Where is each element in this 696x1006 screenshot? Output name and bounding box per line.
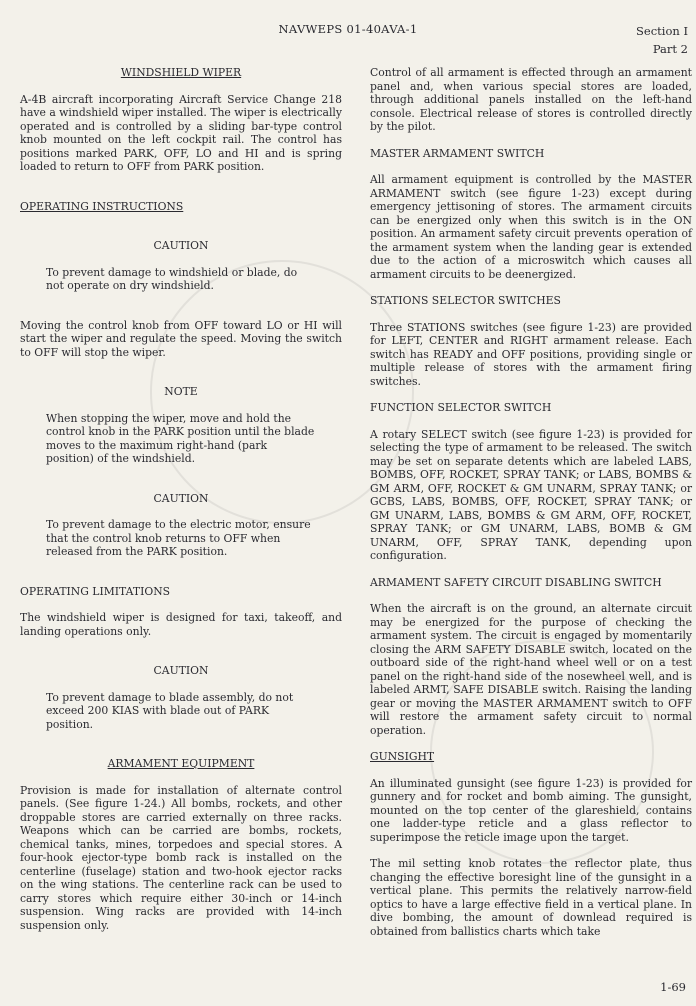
- part-text: Part 2: [652, 42, 688, 56]
- armament-safety-heading: ARMAMENT SAFETY CIRCUIT DISABLING SWITCH: [370, 575, 662, 589]
- moving-knob-paragraph: Moving the control knob from OFF toward LO or HI will start the wiper and regulate the speed. Moving the switch to OFF will stop the wiper.: [20, 318, 342, 359]
- operating-instructions-heading: OPERATING INSTRUCTIONS: [20, 199, 184, 213]
- caution-text-3: To prevent damage to blade assembly, do not exceed 200 KIAS with blade out of PARK position.: [46, 690, 294, 731]
- function-selector-paragraph: A rotary SELECT switch (see figure 1-23) is provided for selecting the type of armament to be released. The switch may be set on separate detents which are labeled LABS, BOMBS, OFF, ROCKET, SPRAY TANK; or LABS, BOMBS & GM ARM, OFF, ROCKET & GM UNARM, SPRAY TANK; or GCBS, LABS, BOMBS, OFF, ROCKET, SPRAY TANK; or GM UNARM, LABS, BOMBS & GM ARM, OFF, ROCKET, SPRAY TANK; or GM UNARM, LABS, BOMB & GM UNARM, OFF, SPRAY TANK, depending upon configuration.: [370, 427, 692, 562]
- gunsight-heading: GUNSIGHT: [370, 750, 435, 763]
- windshield-wiper-paragraph: A-4B aircraft incorporating Aircraft Service Change 218 have a windshield wiper installed. The wiper is electrically operated and is controlled by a sliding bar-type control knob mounted on the left cockpit rail. The control has positions marked PARK, OFF, LO and HI and is spring loaded to return to OFF from PARK position.: [20, 92, 342, 173]
- armament-safety-paragraph: When the aircraft is on the ground, an alternate circuit may be energized for the purpose of checking the armament system. The circuit is engaged by momentarily closing the ARM SAFETY DISABLE switch, located on the outboard side of the right-hand wheel well or on a test panel on the right-hand side of the nosewheel well, and is labeled ARMT, SAFE DISABLE switch. Raising the landing gear or moving the MASTER ARMAMENT switch to OFF will restore the armament safety circuit to normal operation.: [370, 602, 692, 737]
- gunsight-paragraph-2: The mil setting knob rotates the reflector plate, thus changing the effective boresight line of the gunsight in a vertical plane. This permits the relatively narrow-field optics to have a large effective field in a vertical plane. In dive bombing, the amount of downlead required is obtained from ballistics charts which take: [370, 857, 692, 938]
- section-label: [636, 22, 688, 58]
- section-text: Section I: [636, 24, 688, 38]
- armament-control-paragraph: Control of all armament is effected through an armament panel and, when various special stores are loaded, through additional panels installed on the left-hand console. Electrical release of stores is controlled directly by the pilot.: [370, 66, 692, 133]
- left-column: [20, 66, 342, 945]
- stations-selector-heading: STATIONS SELECTOR SWITCHES: [370, 294, 561, 307]
- caution-heading-2: CAUTION: [153, 491, 209, 505]
- right-column: [370, 66, 692, 951]
- caution-text-1: To prevent damage to windshield or blade, do not operate on dry windshield.: [46, 265, 298, 292]
- note-text: When stopping the wiper, move and hold the control knob in the PARK position until the blade moves to the maximum right-hand (park position) of the windshield.: [46, 411, 315, 465]
- windshield-wiper-heading: WINDSHIELD WIPER: [120, 66, 242, 79]
- caution-heading-3: CAUTION: [153, 664, 209, 677]
- function-selector-heading: FUNCTION SELECTOR SWITCH: [370, 401, 552, 414]
- operating-limitations-heading: OPERATING LIMITATIONS: [20, 584, 171, 598]
- page-number: 1-69: [660, 980, 686, 994]
- operating-limitations-paragraph: The windshield wiper is designed for taxi, takeoff, and landing operations only.: [20, 611, 342, 638]
- caution-heading-1: CAUTION: [153, 239, 209, 252]
- doc-number: NAVWEPS 01-40AVA-1: [278, 22, 418, 36]
- gunsight-paragraph-1: An illuminated gunsight (see figure 1-23) is provided for gunnery and for rocket and bomb aiming. The gunsight, mounted on the top center of the glareshield, contains one ladder-type reticle and a glass reflector to superimpose the reticle image upon the target.: [370, 776, 692, 844]
- caution-text-2: To prevent damage to the electric motor, ensure that the control knob returns to OFF when released from the PARK position.: [46, 518, 311, 558]
- armament-equipment-paragraph: Provision is made for installation of alternate control panels. (See figure 1-24.) All bombs, rockets, and other droppable stores are carried externally on three racks. Weapons which can be carried are bombs, rockets, chemical tanks, mines, torpedoes and special stores. A four-hook ejector-type bomb rack is installed on the centerline (fuselage) station and two-hook ejector racks on the wing stations. The centerline rack can be used to carry stores which require either 30-inch or 14-inch suspension. Wing racks are provided with 14-inch suspension only.: [20, 783, 342, 932]
- master-armament-heading: MASTER ARMAMENT SWITCH: [370, 146, 545, 160]
- master-armament-paragraph: All armament equipment is controlled by the MASTER ARMAMENT switch (see figure 1-23) except during emergency jettisoning of stores. The armament circuits can be energized only when this switch is in the ON position. An armament safety circuit prevents operation of the armament system when the landing gear is extended due to the action of a microswitch which causes all armament circuits to be deenergized.: [370, 173, 692, 281]
- stations-selector-paragraph: Three STATIONS switches (see figure 1-23) are provided for LEFT, CENTER and RIGHT armament release. Each switch has READY and OFF positions, providing single or multiple release of stores with the armament firing switches.: [370, 320, 692, 388]
- armament-equipment-heading: ARMAMENT EQUIPMENT: [107, 757, 255, 770]
- note-heading: NOTE: [164, 385, 198, 398]
